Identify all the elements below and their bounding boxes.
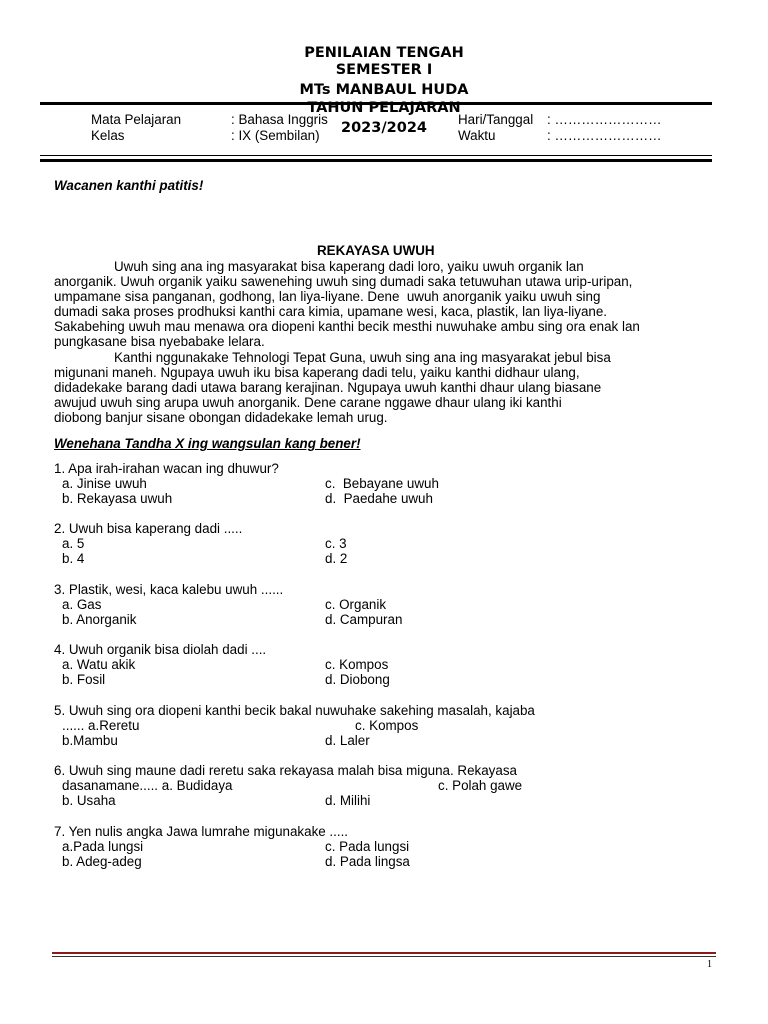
- reading-line: awujud uwuh sing arupa uwuh anorganik. Dene carane nggawe dhaur ulang iki kanthi: [54, 395, 562, 410]
- reading-line: Uwuh sing ana ing masyarakat bisa kaperang dadi loro, yaiku uwuh organik lan: [114, 259, 584, 274]
- option-c: c. Kompos: [355, 718, 419, 733]
- question-text: 6. Uwuh sing maune dadi reretu saka rekayasa malah bisa miguna. Rekayasa: [54, 763, 517, 778]
- option-d: d. Milihi: [325, 793, 371, 808]
- option-d: d. Campuran: [325, 612, 403, 627]
- page-number: 1: [707, 959, 712, 970]
- reading-line: anorganik. Uwuh organik yaiku sawenehing uwuh sing dumadi saka tetuwuhan utawa urip-uripan,: [54, 274, 633, 289]
- option-c: c. 3: [325, 536, 347, 551]
- reading-instruction: Wacanen kanthi patitis!: [54, 178, 204, 193]
- reading-line: migunani maneh. Ngupaya uwuh iku bisa kaperang dadi telu, yaiku kanthi didhaur ulang,: [54, 365, 580, 380]
- title-line-3: MTs MANBAUL HUDA: [299, 82, 469, 98]
- option-b: b. 4: [62, 551, 85, 566]
- option-d: d. Pada lingsa: [325, 854, 410, 869]
- waktu-label: Waktu: [458, 128, 496, 143]
- mapel-label: Mata Pelajaran: [91, 112, 182, 127]
- mapel-value: : Bahasa Inggris: [231, 112, 328, 127]
- kelas-value: : IX (Sembilan): [231, 128, 320, 143]
- option-d: d. Paedahe uwuh: [325, 491, 433, 506]
- title-line-2: SEMESTER I: [335, 62, 433, 78]
- option-a: a. Watu akik: [62, 657, 136, 672]
- option-d: d. Laler: [325, 733, 370, 748]
- option-c: c. Organik: [325, 597, 387, 612]
- reading-line: Sakabehing uwuh mau menawa ora diopeni kanthi becik mesthi nuwuhake ambu sing ora enak lan: [54, 319, 640, 334]
- option-b: b. Fosil: [62, 672, 106, 687]
- option-c: c. Polah gawe: [438, 778, 523, 793]
- hari-label: Hari/Tanggal: [458, 112, 534, 127]
- option-d: d. Diobong: [325, 672, 390, 687]
- question-text: 1. Apa irah-irahan wacan ing dhuwur?: [54, 461, 279, 476]
- waktu-value: : ……………………: [547, 128, 662, 143]
- option-b: b. Usaha: [62, 793, 116, 808]
- option-c: c. Kompos: [325, 657, 389, 672]
- header-bottom-rule-thick: [40, 159, 712, 162]
- option-a: a.Pada lungsi: [62, 839, 144, 854]
- kelas-label: Kelas: [91, 128, 125, 143]
- option-a: a. Jinise uwuh: [62, 476, 147, 491]
- option-a: ...... a.Reretu: [62, 718, 140, 733]
- reading-line: dumadi saka proses prodhuksi kanthi cara kimia, upamane wesi, kaca, plastik, lan liya-liyane.: [54, 304, 608, 319]
- reading-line: diobong banjur sisane obongan didadekake lemah urug.: [54, 410, 388, 425]
- title-line-1: PENILAIAN TENGAH: [304, 45, 464, 61]
- reading-title: REKAYASA UWUH: [317, 243, 435, 258]
- option-d: d. 2: [325, 551, 348, 566]
- question-text: 4. Uwuh organik bisa diolah dadi ....: [54, 642, 267, 657]
- reading-line: pungkasane bisa nyebabake lelara.: [54, 334, 265, 349]
- option-b: b. Adeg-adeg: [62, 854, 142, 869]
- title-line-5: 2023/2024: [340, 120, 427, 136]
- option-a: a. 5: [62, 536, 85, 551]
- header-bottom-rule-thin: [40, 155, 712, 156]
- hari-value: : ……………………: [547, 112, 662, 127]
- question-text: 5. Uwuh sing ora diopeni kanthi becik bakal nuwuhake sakehing masalah, kajaba: [54, 703, 535, 718]
- footer-rule-dark: [52, 956, 716, 957]
- option-a: dasanamane..... a. Budidaya: [62, 778, 233, 793]
- reading-line: umpamane sisa panganan, godhong, lan liya-liyane. Dene uwuh anorganik yaiku uwuh sing: [54, 289, 601, 304]
- question-text: 3. Plastik, wesi, kaca kalebu uwuh ......: [54, 582, 284, 597]
- option-b: b.Mambu: [62, 733, 118, 748]
- question-text: 2. Uwuh bisa kaperang dadi .....: [54, 521, 243, 536]
- option-c: c. Pada lungsi: [325, 839, 410, 854]
- question-text: 7. Yen nulis angka Jawa lumrahe migunakake .....: [54, 824, 349, 839]
- title-line-4: TAHUN PELAJARAN: [307, 100, 461, 116]
- option-b: b. Anorganik: [62, 612, 137, 627]
- option-c: c. Bebayane uwuh: [325, 476, 439, 491]
- option-a: a. Gas: [62, 597, 102, 612]
- footer-rule-red: [52, 952, 716, 954]
- question-instruction: Wenehana Tandha X ing wangsulan kang bener!: [54, 436, 361, 451]
- reading-line: didadekake barang dadi utawa barang kerajinan. Ngupaya uwuh kanthi dhaur ulang biasane: [54, 380, 602, 395]
- option-b: b. Rekayasa uwuh: [62, 491, 173, 506]
- reading-line: Kanthi nggunakake Tehnologi Tepat Guna, uwuh sing ana ing masyarakat jebul bisa: [114, 350, 611, 365]
